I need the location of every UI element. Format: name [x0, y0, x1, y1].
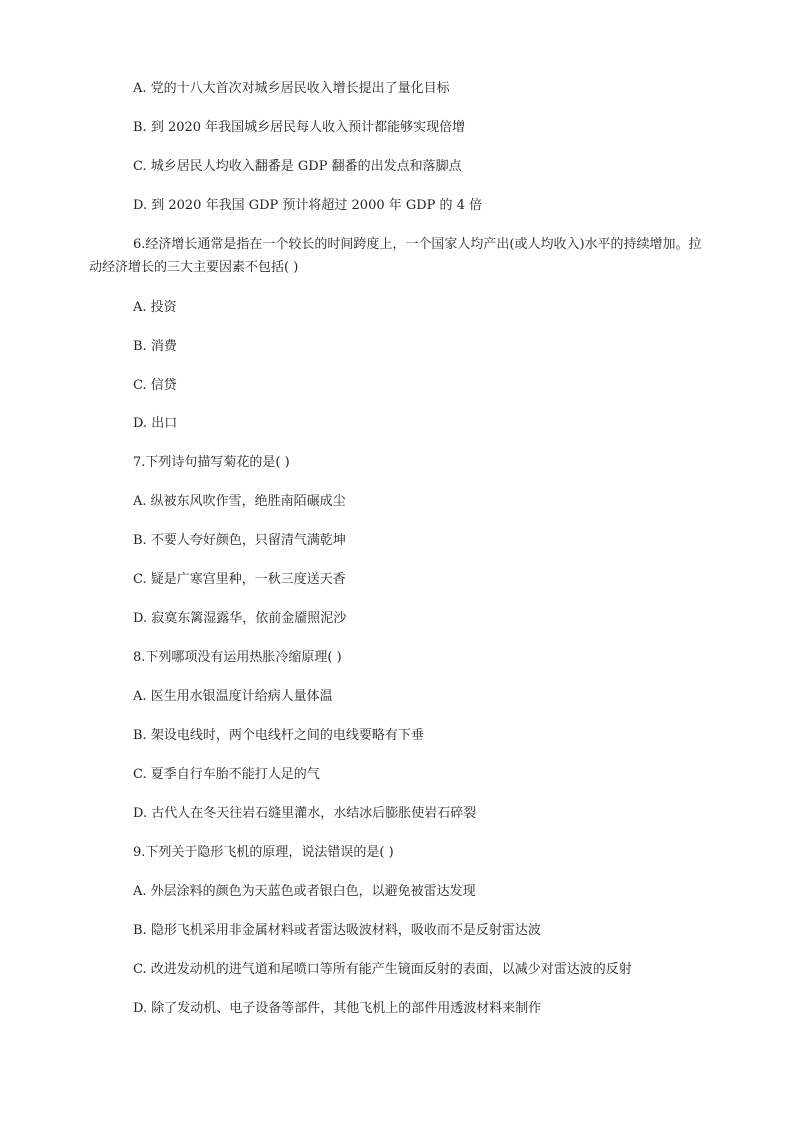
option-line: D. 除了发动机、电子设备等部件，其他飞机上的部件用透波材料来制作	[133, 1001, 542, 1016]
option-line: B. 消费	[133, 339, 177, 354]
option-line: A. 投资	[133, 300, 177, 315]
option-line: D. 寂寞东篱湿露华，依前金靥照泥沙	[133, 611, 347, 626]
question-6: 6.经济增长通常是指在一个较长的时间跨度上，一个国家人均产出(或人均收入)水平的持续增加。拉动经济增长的三大主要因素不包括( )	[89, 237, 702, 275]
question-7: 7.下列诗句描写菊花的是( )	[133, 455, 290, 470]
option-line: C. 信贷	[133, 378, 177, 393]
option-line: D. 古代人在冬天往岩石缝里灌水，水结冰后膨胀使岩石碎裂	[133, 806, 477, 821]
option-line: C. 夏季自行车胎不能打人足的气	[133, 767, 320, 782]
option-line: C. 城乡居民人均收入翻番是 GDP 翻番的出发点和落脚点	[133, 159, 462, 174]
option-line: B. 隐形飞机采用非金属材料或者雷达吸波材料，吸收而不是反射雷达波	[133, 923, 541, 938]
question-9: 9.下列关于隐形飞机的原理，说法错误的是( )	[133, 845, 394, 860]
option-line: A. 纵被东风吹作雪，绝胜南陌碾成尘	[133, 494, 346, 509]
option-line: A. 党的十八大首次对城乡居民收入增长提出了量化目标	[133, 81, 450, 96]
option-line: B. 到 2020 年我国城乡居民每人收入预计都能够实现倍增	[133, 120, 466, 135]
option-line: B. 不要人夸好颜色，只留清气满乾坤	[133, 533, 346, 548]
option-line: A. 医生用水银温度计给病人量体温	[133, 689, 333, 704]
question-8: 8.下列哪项没有运用热胀冷缩原理( )	[133, 650, 342, 665]
option-line: B. 架设电线时，两个电线杆之间的电线要略有下垂	[133, 728, 424, 743]
option-line: C. 疑是广寒宫里种，一秋三度送天香	[133, 572, 346, 587]
option-line: A. 外层涂料的颜色为天蓝色或者银白色，以避免被雷达发现	[133, 884, 476, 899]
option-line: D. 出口	[133, 416, 178, 431]
option-line: C. 改进发动机的进气道和尾喷口等所有能产生镜面反射的表面，以减少对雷达波的反射	[133, 962, 632, 977]
option-line: D. 到 2020 年我国 GDP 预计将超过 2000 年 GDP 的 4 倍	[133, 198, 483, 213]
